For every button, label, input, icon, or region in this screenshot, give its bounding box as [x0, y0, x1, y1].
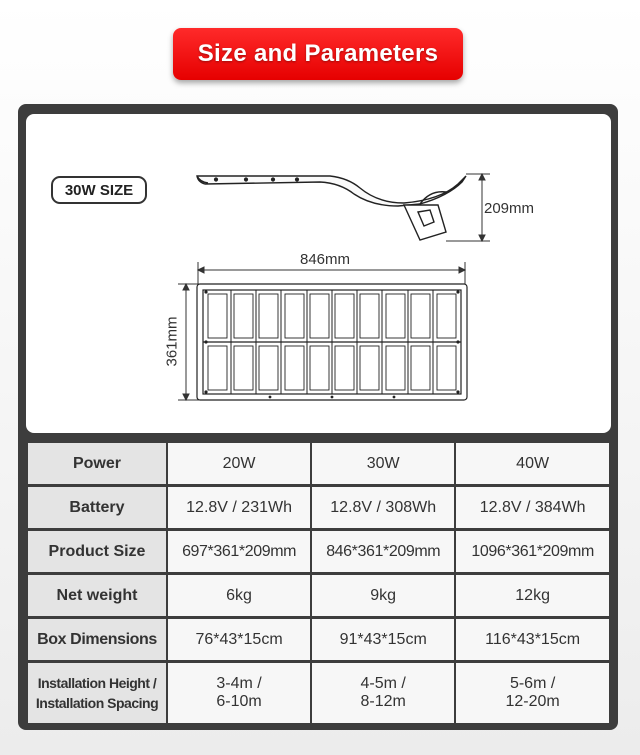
table-row-box-dimensions — [28, 619, 609, 660]
table-cell: 12kg — [456, 575, 609, 616]
table-cell: 20W — [168, 443, 310, 484]
table-cell: 12.8V / 384Wh — [456, 487, 609, 528]
table-row-battery — [28, 487, 609, 528]
table-cell: 91*43*15cm — [312, 619, 454, 660]
size-tag: 30W SIZE — [51, 176, 147, 204]
row-label: Product Size — [28, 531, 166, 572]
table-cell: 116*43*15cm — [456, 619, 609, 660]
table-cell: 697*361*209mm — [168, 531, 310, 572]
length-dimension-label: 846mm — [300, 251, 351, 268]
row-label: Box Dimensions — [28, 619, 166, 660]
row-label: Net weight — [28, 575, 166, 616]
table-row-power — [28, 443, 609, 484]
table-row-net-weight — [28, 575, 609, 616]
table-cell: 1096*361*209mm — [456, 531, 609, 572]
table-cell: 846*361*209mm — [312, 531, 454, 572]
row-label: Power — [28, 443, 166, 484]
row-label — [28, 663, 166, 723]
table-row-installation — [28, 663, 609, 723]
width-dimension-label: 361mm — [163, 316, 181, 367]
table-cell: 76*43*15cm — [168, 619, 310, 660]
spec-table — [26, 440, 611, 726]
table-cell — [456, 663, 609, 723]
row-label: Battery — [28, 487, 166, 528]
table-cell — [312, 663, 454, 723]
cell-line: 12-20m — [505, 693, 560, 710]
page-title: Size and Parameters — [173, 28, 463, 80]
cell-line: 6-10m — [216, 693, 262, 710]
table-cell: 40W — [456, 443, 609, 484]
row-label-line: Installation Height / — [37, 675, 157, 691]
table-cell: 6kg — [168, 575, 310, 616]
cell-line: 4-5m / — [360, 675, 406, 692]
table-row-product-size — [28, 531, 609, 572]
cell-line: 3-4m / — [216, 675, 262, 692]
table-cell: 12.8V / 308Wh — [312, 487, 454, 528]
table-cell: 9kg — [312, 575, 454, 616]
cell-line: 5-6m / — [509, 675, 556, 692]
table-cell: 30W — [312, 443, 454, 484]
lamp-side-view — [197, 176, 466, 240]
table-cell: 12.8V / 231Wh — [168, 487, 310, 528]
row-label-line: Installation Spacing — [35, 695, 159, 711]
height-dimension-label: 209mm — [484, 200, 535, 217]
cell-line: 8-12m — [360, 693, 406, 710]
table-cell — [168, 663, 310, 723]
lamp-top-view — [197, 284, 467, 400]
